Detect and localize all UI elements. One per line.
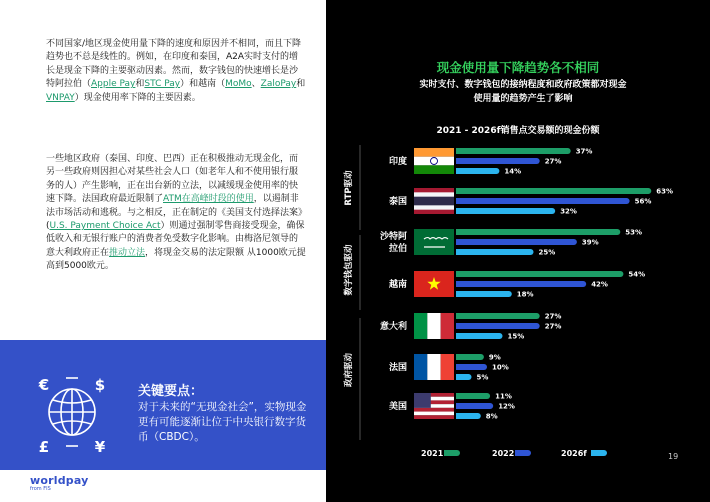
bar-2021 bbox=[456, 271, 623, 277]
worldpay-logo bbox=[30, 474, 89, 492]
flag-thailand-icon bbox=[414, 188, 454, 214]
data-label: 10% bbox=[492, 363, 509, 372]
data-label: 63% bbox=[656, 187, 674, 196]
paragraph-text: ）和越南（ bbox=[180, 79, 226, 90]
flag-france-icon bbox=[414, 354, 454, 380]
data-label: 9% bbox=[488, 353, 501, 362]
flag-vietnam-icon bbox=[414, 271, 454, 297]
data-label: 25% bbox=[538, 248, 556, 257]
bar-2026f bbox=[456, 333, 503, 339]
bar-2021 bbox=[456, 188, 651, 194]
bar-2026f bbox=[456, 168, 499, 174]
paragraph-2 bbox=[46, 153, 306, 274]
category-label: 泰国 bbox=[388, 197, 407, 207]
legend-label: 2026f bbox=[561, 449, 587, 458]
data-label: 8% bbox=[485, 412, 498, 421]
paragraph-text: 和 bbox=[135, 79, 145, 90]
chart-row bbox=[380, 313, 561, 341]
legend-swatch bbox=[515, 450, 531, 456]
chart-subtitle: 实时支付、数字钱包的接纳程度和政府政策都对现金使用量的趋势产生了影响 bbox=[419, 80, 627, 104]
bar-2022 bbox=[456, 403, 493, 409]
flag-italy-icon bbox=[414, 313, 454, 339]
legend-item bbox=[492, 449, 531, 458]
chart-title: 现金使用量下降趋势各不相同 bbox=[436, 60, 600, 75]
inline-link[interactable]: MoMo bbox=[225, 79, 252, 90]
paragraph-text: ，以遏制非法市场活动和逃税。与之相反，正在制定的《美国支付选择法案》( bbox=[46, 194, 303, 232]
paragraph-text: ）则通过强制零售商接受现金，确保低收入和无银行账户的消费者免受数字化影响。由梅洛尼领导的意大利政府正在 bbox=[46, 221, 305, 258]
inline-link[interactable]: U.S. Payment Choice Act bbox=[49, 221, 161, 232]
bar-2026f bbox=[456, 249, 534, 255]
data-label: 53% bbox=[625, 228, 643, 237]
category-label: 意大利 bbox=[379, 322, 407, 332]
data-label: 27% bbox=[544, 312, 562, 321]
flag-saudi-arabia-icon bbox=[414, 229, 454, 255]
flag-india-icon bbox=[414, 148, 454, 174]
category-label: 拉伯 bbox=[388, 244, 407, 254]
bar-2026f bbox=[456, 208, 555, 214]
svg-text:£: £ bbox=[38, 438, 50, 456]
inline-link[interactable]: ATM在高峰时段的使用 bbox=[163, 194, 254, 205]
bar-2022 bbox=[456, 158, 540, 164]
category-label: 印度 bbox=[388, 157, 407, 167]
chart-header: 2021 - 2026f销售点交易额的现金份额 bbox=[436, 126, 600, 136]
chart-row bbox=[389, 148, 592, 176]
data-label: 32% bbox=[560, 207, 577, 216]
legend-swatch bbox=[444, 450, 460, 456]
legend-label: 2021 bbox=[421, 449, 444, 458]
bar-2022 bbox=[456, 281, 586, 287]
paragraph-text: 、 bbox=[251, 79, 261, 90]
data-label: 5% bbox=[476, 373, 489, 382]
bar-2026f bbox=[456, 374, 472, 380]
chart-row bbox=[389, 188, 673, 216]
group-bracket bbox=[343, 235, 360, 310]
group-label: 数字钱包驱动 bbox=[344, 244, 354, 296]
category-label: 法国 bbox=[388, 363, 407, 373]
bar-2022 bbox=[456, 198, 630, 204]
chart-row bbox=[389, 393, 515, 421]
paragraph-text: ，将现金交易的法定限额 从1000欧元提高到5000欧元。 bbox=[46, 247, 306, 272]
group-bracket bbox=[343, 318, 360, 440]
data-label: 27% bbox=[544, 157, 562, 166]
data-label: 11% bbox=[495, 392, 512, 401]
category-label: 沙特阿 bbox=[379, 232, 407, 242]
bar-2026f bbox=[456, 413, 481, 419]
legend-swatch bbox=[591, 450, 607, 456]
inline-link[interactable]: VNPAY bbox=[46, 92, 75, 103]
takeaway-body: 对于未来的“无现金社会”，实物现金更有可能逐渐让位于中央银行数字货币（CBDC）。 bbox=[138, 401, 307, 443]
paragraph-1 bbox=[46, 38, 306, 105]
svg-text:¥: ¥ bbox=[94, 438, 106, 456]
category-label: 越南 bbox=[388, 280, 407, 290]
category-label: 美国 bbox=[388, 402, 407, 412]
logo-sub: from FIS bbox=[30, 486, 51, 492]
data-label: 14% bbox=[504, 167, 522, 176]
bar-chart bbox=[326, 0, 710, 502]
data-label: 42% bbox=[591, 280, 608, 289]
logo-main: worldpay bbox=[30, 474, 89, 487]
paragraph-text: 不同国家/地区现金使用量下降的速度和原因并不相同，而且下降趋势也不总是线性的。例如，在印度和泰国，A2A实时支付的增长是现金下降的主要驱动因素。然而，数字钱包的快速增长是沙特阿拉伯（ bbox=[46, 39, 302, 90]
currency-globe-icon bbox=[0, 340, 110, 470]
paragraph-text: 和 bbox=[296, 79, 306, 90]
inline-link[interactable]: 推动立法 bbox=[109, 247, 146, 258]
bar-2022 bbox=[456, 239, 577, 245]
svg-text:$: $ bbox=[94, 376, 106, 394]
bar-2021 bbox=[456, 148, 571, 154]
takeaway-title: 关键要点： bbox=[138, 384, 204, 399]
group-label: RTP驱动 bbox=[344, 170, 354, 206]
data-label: 27% bbox=[544, 322, 562, 331]
inline-link[interactable]: STC Pay bbox=[144, 79, 181, 90]
flag-usa-icon bbox=[414, 393, 454, 419]
legend-item bbox=[561, 449, 607, 458]
svg-text:€: € bbox=[38, 376, 50, 394]
bar-2021 bbox=[456, 229, 620, 235]
data-label: 54% bbox=[628, 270, 646, 279]
chart-row bbox=[389, 271, 645, 299]
data-label: 12% bbox=[498, 402, 515, 411]
page-number: 19 bbox=[668, 452, 679, 461]
paragraph-text: ）现金使用率下降的主要因素。 bbox=[74, 92, 201, 103]
bar-2026f bbox=[456, 291, 512, 297]
chart-row bbox=[389, 354, 509, 382]
bar-2022 bbox=[456, 364, 487, 370]
bar-2021 bbox=[456, 393, 490, 399]
bar-2021 bbox=[456, 354, 484, 360]
inline-link[interactable]: ZaloPay bbox=[260, 79, 297, 90]
group-bracket bbox=[343, 145, 360, 230]
group-label: 政府驱动 bbox=[344, 352, 354, 388]
legend-label: 2022 bbox=[492, 449, 515, 458]
data-label: 18% bbox=[516, 290, 534, 299]
data-label: 37% bbox=[575, 147, 593, 156]
paragraph-text: 一些地区政府（泰国、印度、巴西）正在积极推动无现金化，而另一些政府则因担心对某些社会人口（如老年人和不使用银行服务的人）产生影响，正在出台新的立法，以减缓现金使用率的快速下降。法国政府最近限制了 bbox=[46, 154, 299, 205]
bar-2021 bbox=[456, 313, 540, 319]
data-label: 15% bbox=[507, 332, 525, 341]
chart-row bbox=[380, 229, 642, 257]
bar-2022 bbox=[456, 323, 540, 329]
data-label: 39% bbox=[581, 238, 599, 247]
inline-link[interactable]: Apple Pay bbox=[91, 79, 136, 90]
legend-item bbox=[421, 449, 460, 458]
data-label: 56% bbox=[634, 197, 652, 206]
